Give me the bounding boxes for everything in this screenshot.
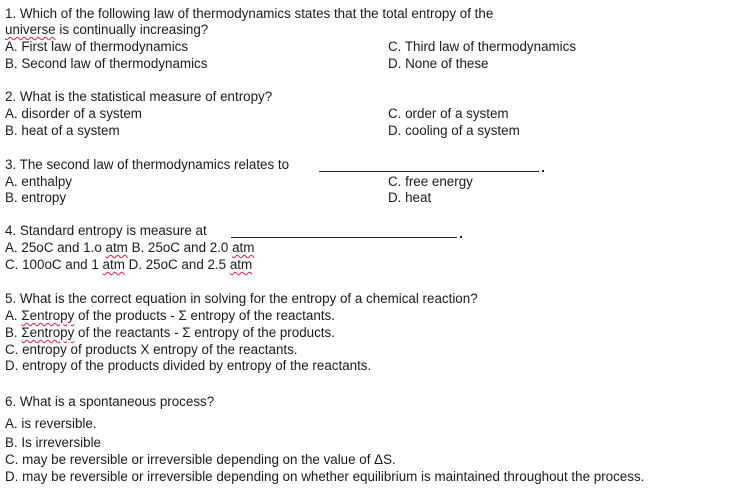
q5-option-a [5,308,335,324]
q2-option-a: A. disorder of a system [5,106,142,121]
q1-option-b: B. Second law of thermodynamics [5,56,208,71]
q1-spellcheck-word: universe [5,22,56,37]
q1-option-c: C. Third law of thermodynamics [388,39,577,54]
q5-option-a-letter: A. [5,308,22,323]
q4-spellcheck-word: atm [229,257,253,272]
q1-option-a: A. First law of thermodynamics [5,39,189,54]
q6-option-d: D. may be reversible or irreversible depending on whether equilibrium is maintained throughout the process. [5,469,645,484]
q1-option-d: D. None of these [388,56,489,71]
q1-stem-line1: 1. Which of the following law of thermodynamics states that the total entropy of the [5,6,494,21]
q1-stem-line2 [5,22,208,38]
q5-option-c: C. entropy of products X entropy of the reactants. [5,342,298,357]
q1-stem-rest: is continually increasing? [55,22,209,37]
q4-option-a: A. 25oC and 1.o [5,240,106,255]
q3-option-b: B. entropy [5,190,67,205]
q6-stem: 6. What is a spontaneous process? [5,394,215,409]
q4-options-line1 [5,240,254,256]
q3-option-d: D. heat [388,190,432,205]
q4-spellcheck-word: atm [232,240,255,255]
q4-answer-blank [231,237,457,238]
q3-stem: 3. The second law of thermodynamics relates to [5,157,290,172]
q5-option-b-text: of the reactants - Σ entropy of the products. [74,325,335,340]
q2-option-b: B. heat of a system [5,123,120,138]
q6-option-c: C. may be reversible or irreversible depending on the value of ΔS. [5,452,396,467]
q4-period [460,236,462,238]
q4-option-c: C. 100oC and 1 [5,257,103,272]
q5-option-a-text: of the products - Σ entropy of the reactants. [74,308,335,323]
q4-option-d: D. 25oC and 2.5 [124,257,230,272]
q4-spellcheck-word: atm [105,240,128,255]
q2-option-d: D. cooling of a system [388,123,520,138]
q5-option-b-letter: B. [5,325,22,340]
q4-option-b: B. 25oC and 2.0 [127,240,233,255]
q3-option-a: A. enthalpy [5,174,72,189]
q5-spellcheck-word: Σentropy [21,308,75,323]
q3-answer-blank [319,171,539,172]
q6-option-a: A. is reversible. [5,416,97,431]
q4-options-line2 [5,257,252,273]
q4-stem: 4. Standard entropy is measure at [5,223,207,238]
q5-option-d: D. entropy of the products divided by entropy of the reactants. [5,358,372,373]
q5-stem: 5. What is the correct equation in solving for the entropy of a chemical reaction? [5,291,478,306]
q3-period [542,170,544,172]
q4-spellcheck-word: atm [102,257,125,272]
q3-option-c: C. free energy [388,174,473,189]
q5-option-b [5,325,335,341]
q5-spellcheck-word: Σentropy [21,325,75,340]
q2-stem: 2. What is the statistical measure of entropy? [5,89,273,104]
q6-option-b: B. Is irreversible [5,435,101,450]
q2-option-c: C. order of a system [388,106,509,121]
